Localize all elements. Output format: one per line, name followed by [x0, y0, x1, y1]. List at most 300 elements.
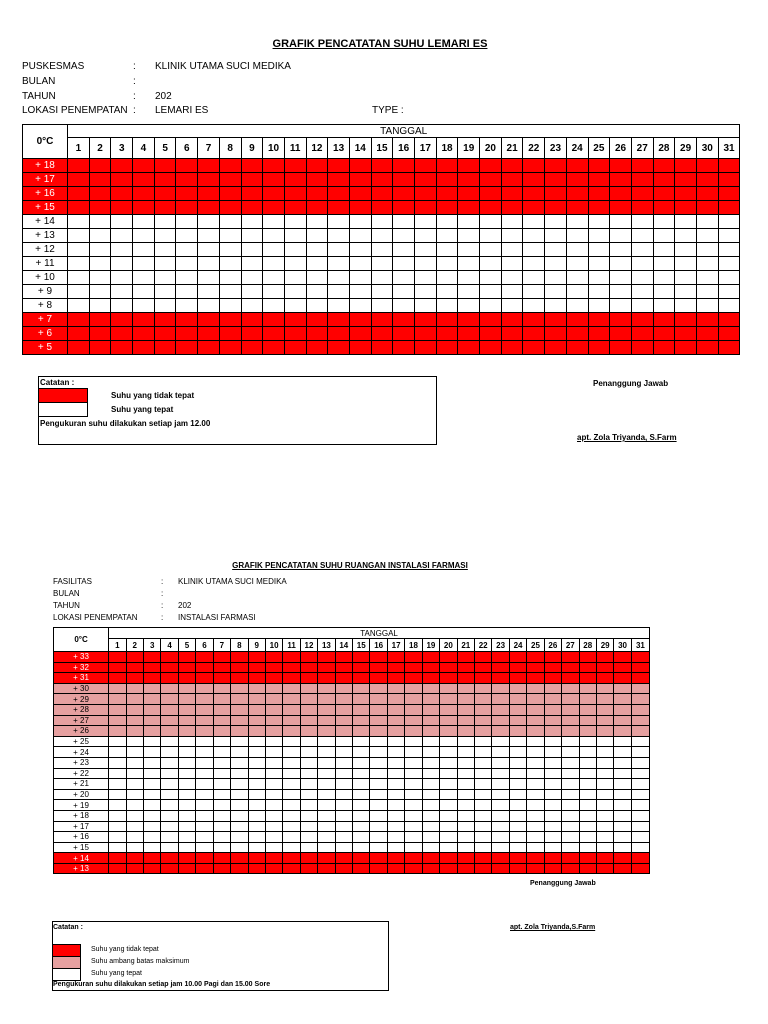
temperature-cell[interactable] [353, 863, 370, 874]
temperature-cell[interactable] [335, 789, 352, 800]
temperature-cell[interactable] [566, 313, 588, 327]
temperature-cell[interactable] [178, 832, 195, 843]
temperature-cell[interactable] [718, 257, 740, 271]
temperature-cell[interactable] [133, 327, 155, 341]
temperature-cell[interactable] [178, 736, 195, 747]
temperature-cell[interactable] [596, 736, 613, 747]
temperature-cell[interactable] [161, 683, 178, 694]
temperature-cell[interactable] [653, 257, 675, 271]
temperature-cell[interactable] [614, 821, 631, 832]
temperature-cell[interactable] [306, 285, 328, 299]
temperature-cell[interactable] [154, 243, 176, 257]
temperature-cell[interactable] [631, 757, 649, 768]
temperature-cell[interactable] [631, 187, 653, 201]
temperature-cell[interactable] [405, 863, 422, 874]
temperature-cell[interactable] [492, 652, 509, 663]
temperature-cell[interactable] [387, 832, 404, 843]
temperature-cell[interactable] [143, 757, 160, 768]
temperature-cell[interactable] [614, 683, 631, 694]
temperature-cell[interactable] [596, 768, 613, 779]
temperature-cell[interactable] [154, 257, 176, 271]
temperature-cell[interactable] [133, 187, 155, 201]
temperature-cell[interactable] [68, 299, 90, 313]
temperature-cell[interactable] [349, 257, 371, 271]
temperature-cell[interactable] [370, 704, 387, 715]
temperature-cell[interactable] [393, 271, 415, 285]
temperature-cell[interactable] [126, 652, 143, 663]
temperature-cell[interactable] [562, 747, 579, 758]
temperature-cell[interactable] [300, 779, 317, 790]
temperature-cell[interactable] [231, 779, 248, 790]
temperature-cell[interactable] [353, 810, 370, 821]
temperature-cell[interactable] [126, 673, 143, 684]
temperature-cell[interactable] [263, 271, 285, 285]
temperature-cell[interactable] [509, 694, 526, 705]
temperature-cell[interactable] [133, 173, 155, 187]
temperature-cell[interactable] [562, 810, 579, 821]
temperature-cell[interactable] [440, 789, 457, 800]
temperature-cell[interactable] [248, 863, 265, 874]
temperature-cell[interactable] [696, 201, 718, 215]
temperature-cell[interactable] [109, 704, 126, 715]
temperature-cell[interactable] [610, 341, 632, 355]
temperature-cell[interactable] [480, 341, 502, 355]
temperature-cell[interactable] [300, 842, 317, 853]
temperature-cell[interactable] [440, 821, 457, 832]
temperature-cell[interactable] [614, 747, 631, 758]
temperature-cell[interactable] [154, 215, 176, 229]
temperature-cell[interactable] [631, 327, 653, 341]
temperature-cell[interactable] [588, 187, 610, 201]
temperature-cell[interactable] [133, 201, 155, 215]
temperature-cell[interactable] [219, 159, 241, 173]
temperature-cell[interactable] [349, 271, 371, 285]
temperature-cell[interactable] [544, 768, 561, 779]
temperature-cell[interactable] [68, 285, 90, 299]
temperature-cell[interactable] [213, 853, 230, 864]
temperature-cell[interactable] [393, 341, 415, 355]
temperature-cell[interactable] [544, 747, 561, 758]
temperature-cell[interactable] [328, 285, 350, 299]
temperature-cell[interactable] [248, 747, 265, 758]
temperature-cell[interactable] [126, 821, 143, 832]
temperature-cell[interactable] [370, 842, 387, 853]
temperature-cell[interactable] [109, 694, 126, 705]
temperature-cell[interactable] [133, 159, 155, 173]
temperature-cell[interactable] [241, 229, 263, 243]
temperature-cell[interactable] [631, 159, 653, 173]
temperature-cell[interactable] [457, 832, 474, 843]
temperature-cell[interactable] [405, 704, 422, 715]
temperature-cell[interactable] [457, 683, 474, 694]
temperature-cell[interactable] [176, 201, 198, 215]
temperature-cell[interactable] [440, 800, 457, 811]
temperature-cell[interactable] [562, 662, 579, 673]
temperature-cell[interactable] [284, 285, 306, 299]
temperature-cell[interactable] [335, 863, 352, 874]
temperature-cell[interactable] [111, 285, 133, 299]
temperature-cell[interactable] [353, 757, 370, 768]
temperature-cell[interactable] [422, 673, 439, 684]
temperature-cell[interactable] [213, 704, 230, 715]
temperature-cell[interactable] [161, 863, 178, 874]
temperature-cell[interactable] [161, 768, 178, 779]
temperature-cell[interactable] [596, 832, 613, 843]
temperature-cell[interactable] [68, 229, 90, 243]
temperature-cell[interactable] [328, 201, 350, 215]
temperature-cell[interactable] [387, 779, 404, 790]
temperature-cell[interactable] [458, 299, 480, 313]
temperature-cell[interactable] [718, 173, 740, 187]
temperature-cell[interactable] [370, 800, 387, 811]
temperature-cell[interactable] [436, 341, 458, 355]
temperature-cell[interactable] [283, 704, 300, 715]
temperature-cell[interactable] [265, 673, 282, 684]
temperature-cell[interactable] [231, 853, 248, 864]
temperature-cell[interactable] [387, 810, 404, 821]
temperature-cell[interactable] [675, 187, 697, 201]
temperature-cell[interactable] [566, 229, 588, 243]
temperature-cell[interactable] [198, 173, 220, 187]
temperature-cell[interactable] [523, 257, 545, 271]
temperature-cell[interactable] [653, 187, 675, 201]
temperature-cell[interactable] [436, 215, 458, 229]
temperature-cell[interactable] [126, 789, 143, 800]
temperature-cell[interactable] [562, 683, 579, 694]
temperature-cell[interactable] [457, 789, 474, 800]
temperature-cell[interactable] [631, 285, 653, 299]
temperature-cell[interactable] [387, 821, 404, 832]
temperature-cell[interactable] [631, 779, 649, 790]
temperature-cell[interactable] [283, 757, 300, 768]
temperature-cell[interactable] [653, 173, 675, 187]
temperature-cell[interactable] [370, 768, 387, 779]
temperature-cell[interactable] [474, 662, 491, 673]
temperature-cell[interactable] [610, 299, 632, 313]
temperature-cell[interactable] [126, 726, 143, 737]
temperature-cell[interactable] [328, 229, 350, 243]
temperature-cell[interactable] [492, 842, 509, 853]
temperature-cell[interactable] [283, 683, 300, 694]
temperature-cell[interactable] [596, 704, 613, 715]
temperature-cell[interactable] [300, 757, 317, 768]
temperature-cell[interactable] [248, 810, 265, 821]
temperature-cell[interactable] [213, 694, 230, 705]
temperature-cell[interactable] [335, 853, 352, 864]
temperature-cell[interactable] [614, 800, 631, 811]
temperature-cell[interactable] [248, 726, 265, 737]
temperature-cell[interactable] [696, 341, 718, 355]
temperature-cell[interactable] [126, 863, 143, 874]
temperature-cell[interactable] [422, 832, 439, 843]
temperature-cell[interactable] [349, 285, 371, 299]
temperature-cell[interactable] [579, 683, 596, 694]
temperature-cell[interactable] [300, 747, 317, 758]
temperature-cell[interactable] [675, 299, 697, 313]
temperature-cell[interactable] [696, 159, 718, 173]
temperature-cell[interactable] [111, 201, 133, 215]
temperature-cell[interactable] [133, 285, 155, 299]
temperature-cell[interactable] [349, 173, 371, 187]
temperature-cell[interactable] [176, 299, 198, 313]
temperature-cell[interactable] [480, 299, 502, 313]
temperature-cell[interactable] [283, 715, 300, 726]
temperature-cell[interactable] [370, 789, 387, 800]
temperature-cell[interactable] [436, 159, 458, 173]
temperature-cell[interactable] [248, 789, 265, 800]
temperature-cell[interactable] [284, 327, 306, 341]
temperature-cell[interactable] [370, 810, 387, 821]
temperature-cell[interactable] [353, 842, 370, 853]
temperature-cell[interactable] [422, 652, 439, 663]
temperature-cell[interactable] [126, 768, 143, 779]
temperature-cell[interactable] [492, 715, 509, 726]
temperature-cell[interactable] [696, 271, 718, 285]
temperature-cell[interactable] [284, 299, 306, 313]
temperature-cell[interactable] [265, 853, 282, 864]
temperature-cell[interactable] [248, 652, 265, 663]
temperature-cell[interactable] [566, 341, 588, 355]
temperature-cell[interactable] [198, 243, 220, 257]
temperature-cell[interactable] [89, 313, 111, 327]
temperature-cell[interactable] [718, 215, 740, 229]
temperature-cell[interactable] [265, 683, 282, 694]
temperature-cell[interactable] [387, 853, 404, 864]
temperature-cell[interactable] [566, 159, 588, 173]
temperature-cell[interactable] [265, 715, 282, 726]
temperature-cell[interactable] [161, 662, 178, 673]
temperature-cell[interactable] [248, 768, 265, 779]
temperature-cell[interactable] [219, 327, 241, 341]
temperature-cell[interactable] [213, 747, 230, 758]
temperature-cell[interactable] [653, 341, 675, 355]
temperature-cell[interactable] [353, 726, 370, 737]
temperature-cell[interactable] [579, 789, 596, 800]
temperature-cell[interactable] [126, 694, 143, 705]
temperature-cell[interactable] [335, 715, 352, 726]
temperature-cell[interactable] [457, 704, 474, 715]
temperature-cell[interactable] [318, 726, 335, 737]
temperature-cell[interactable] [89, 243, 111, 257]
temperature-cell[interactable] [300, 832, 317, 843]
temperature-cell[interactable] [393, 229, 415, 243]
temperature-cell[interactable] [161, 747, 178, 758]
temperature-cell[interactable] [458, 201, 480, 215]
temperature-cell[interactable] [527, 832, 544, 843]
temperature-cell[interactable] [566, 187, 588, 201]
temperature-cell[interactable] [675, 243, 697, 257]
temperature-cell[interactable] [371, 243, 393, 257]
temperature-cell[interactable] [457, 726, 474, 737]
temperature-cell[interactable] [176, 313, 198, 327]
temperature-cell[interactable] [248, 683, 265, 694]
temperature-cell[interactable] [161, 757, 178, 768]
temperature-cell[interactable] [675, 285, 697, 299]
temperature-cell[interactable] [306, 187, 328, 201]
temperature-cell[interactable] [111, 313, 133, 327]
temperature-cell[interactable] [196, 726, 213, 737]
temperature-cell[interactable] [263, 215, 285, 229]
temperature-cell[interactable] [219, 271, 241, 285]
temperature-cell[interactable] [265, 747, 282, 758]
temperature-cell[interactable] [492, 726, 509, 737]
temperature-cell[interactable] [265, 800, 282, 811]
temperature-cell[interactable] [527, 652, 544, 663]
temperature-cell[interactable] [523, 243, 545, 257]
temperature-cell[interactable] [241, 341, 263, 355]
temperature-cell[interactable] [219, 313, 241, 327]
temperature-cell[interactable] [353, 832, 370, 843]
temperature-cell[interactable] [436, 299, 458, 313]
temperature-cell[interactable] [579, 704, 596, 715]
temperature-cell[interactable] [196, 821, 213, 832]
temperature-cell[interactable] [675, 215, 697, 229]
temperature-cell[interactable] [422, 800, 439, 811]
temperature-cell[interactable] [596, 821, 613, 832]
temperature-cell[interactable] [219, 201, 241, 215]
temperature-cell[interactable] [562, 800, 579, 811]
temperature-cell[interactable] [440, 736, 457, 747]
temperature-cell[interactable] [474, 853, 491, 864]
temperature-cell[interactable] [387, 726, 404, 737]
temperature-cell[interactable] [300, 715, 317, 726]
temperature-cell[interactable] [614, 757, 631, 768]
temperature-cell[interactable] [545, 313, 567, 327]
temperature-cell[interactable] [176, 187, 198, 201]
temperature-cell[interactable] [353, 652, 370, 663]
temperature-cell[interactable] [545, 257, 567, 271]
temperature-cell[interactable] [154, 201, 176, 215]
temperature-cell[interactable] [509, 821, 526, 832]
temperature-cell[interactable] [579, 662, 596, 673]
temperature-cell[interactable] [545, 341, 567, 355]
temperature-cell[interactable] [231, 652, 248, 663]
temperature-cell[interactable] [196, 779, 213, 790]
temperature-cell[interactable] [318, 673, 335, 684]
temperature-cell[interactable] [371, 299, 393, 313]
temperature-cell[interactable] [544, 789, 561, 800]
temperature-cell[interactable] [111, 341, 133, 355]
temperature-cell[interactable] [111, 327, 133, 341]
temperature-cell[interactable] [335, 779, 352, 790]
temperature-cell[interactable] [387, 863, 404, 874]
temperature-cell[interactable] [109, 832, 126, 843]
temperature-cell[interactable] [474, 704, 491, 715]
temperature-cell[interactable] [353, 673, 370, 684]
temperature-cell[interactable] [178, 757, 195, 768]
temperature-cell[interactable] [415, 313, 437, 327]
temperature-cell[interactable] [501, 215, 523, 229]
temperature-cell[interactable] [161, 704, 178, 715]
temperature-cell[interactable] [579, 842, 596, 853]
temperature-cell[interactable] [393, 285, 415, 299]
temperature-cell[interactable] [300, 821, 317, 832]
temperature-cell[interactable] [492, 768, 509, 779]
temperature-cell[interactable] [501, 159, 523, 173]
temperature-cell[interactable] [492, 779, 509, 790]
temperature-cell[interactable] [370, 652, 387, 663]
temperature-cell[interactable] [198, 285, 220, 299]
temperature-cell[interactable] [653, 229, 675, 243]
temperature-cell[interactable] [213, 789, 230, 800]
temperature-cell[interactable] [231, 863, 248, 874]
temperature-cell[interactable] [68, 187, 90, 201]
temperature-cell[interactable] [349, 229, 371, 243]
temperature-cell[interactable] [588, 243, 610, 257]
temperature-cell[interactable] [231, 673, 248, 684]
temperature-cell[interactable] [143, 789, 160, 800]
temperature-cell[interactable] [89, 299, 111, 313]
temperature-cell[interactable] [89, 229, 111, 243]
temperature-cell[interactable] [300, 704, 317, 715]
temperature-cell[interactable] [509, 810, 526, 821]
temperature-cell[interactable] [631, 726, 649, 737]
temperature-cell[interactable] [154, 173, 176, 187]
temperature-cell[interactable] [126, 704, 143, 715]
temperature-cell[interactable] [196, 832, 213, 843]
temperature-cell[interactable] [440, 715, 457, 726]
temperature-cell[interactable] [415, 243, 437, 257]
temperature-cell[interactable] [143, 726, 160, 737]
temperature-cell[interactable] [387, 789, 404, 800]
temperature-cell[interactable] [527, 694, 544, 705]
temperature-cell[interactable] [109, 863, 126, 874]
temperature-cell[interactable] [440, 673, 457, 684]
temperature-cell[interactable] [509, 736, 526, 747]
temperature-cell[interactable] [405, 747, 422, 758]
temperature-cell[interactable] [349, 201, 371, 215]
temperature-cell[interactable] [405, 757, 422, 768]
temperature-cell[interactable] [527, 863, 544, 874]
temperature-cell[interactable] [653, 285, 675, 299]
temperature-cell[interactable] [263, 229, 285, 243]
temperature-cell[interactable] [544, 652, 561, 663]
temperature-cell[interactable] [631, 821, 649, 832]
temperature-cell[interactable] [335, 842, 352, 853]
temperature-cell[interactable] [109, 683, 126, 694]
temperature-cell[interactable] [300, 789, 317, 800]
temperature-cell[interactable] [501, 187, 523, 201]
temperature-cell[interactable] [544, 821, 561, 832]
temperature-cell[interactable] [318, 652, 335, 663]
temperature-cell[interactable] [474, 842, 491, 853]
temperature-cell[interactable] [474, 779, 491, 790]
temperature-cell[interactable] [370, 726, 387, 737]
temperature-cell[interactable] [610, 243, 632, 257]
temperature-cell[interactable] [213, 768, 230, 779]
temperature-cell[interactable] [265, 768, 282, 779]
temperature-cell[interactable] [68, 215, 90, 229]
temperature-cell[interactable] [675, 201, 697, 215]
temperature-cell[interactable] [501, 257, 523, 271]
temperature-cell[interactable] [300, 853, 317, 864]
temperature-cell[interactable] [109, 842, 126, 853]
temperature-cell[interactable] [415, 201, 437, 215]
temperature-cell[interactable] [492, 863, 509, 874]
temperature-cell[interactable] [614, 694, 631, 705]
temperature-cell[interactable] [545, 285, 567, 299]
temperature-cell[interactable] [579, 694, 596, 705]
temperature-cell[interactable] [89, 187, 111, 201]
temperature-cell[interactable] [335, 800, 352, 811]
temperature-cell[interactable] [523, 313, 545, 327]
temperature-cell[interactable] [371, 313, 393, 327]
temperature-cell[interactable] [562, 726, 579, 737]
temperature-cell[interactable] [440, 768, 457, 779]
temperature-cell[interactable] [68, 243, 90, 257]
temperature-cell[interactable] [318, 821, 335, 832]
temperature-cell[interactable] [387, 800, 404, 811]
